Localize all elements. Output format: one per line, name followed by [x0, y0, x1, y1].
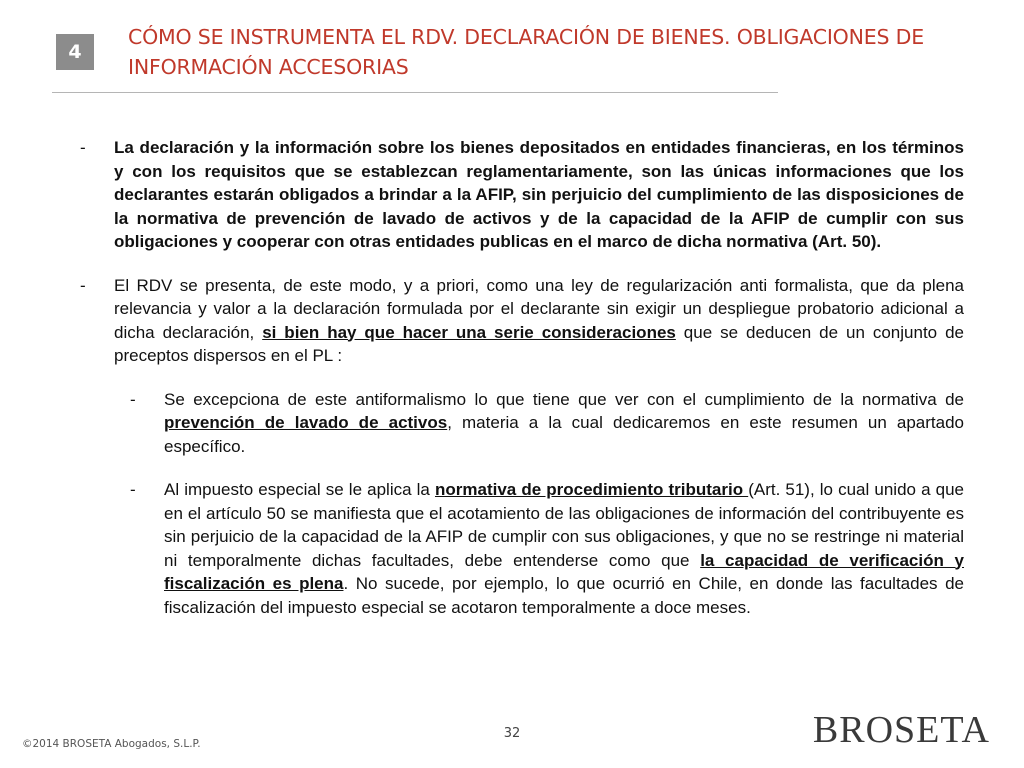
paragraph-2 — [80, 274, 964, 368]
paragraph-2-text-a: El RDV se presenta, de este modo, y a priori, como una ley de regularización anti formalista, que da plena relevancia y valor a la declaración formulada por el declarante sin exigir un despliegue probatorio adicional a dicha declaración, — [114, 275, 964, 342]
paragraph-2-underlined: si bien hay que hacer una serie consideraciones — [262, 322, 676, 342]
bullet-dash: - — [80, 138, 86, 157]
slide-title: CÓMO SE INSTRUMENTA EL RDV. DECLARACIÓN DE BIENES. OBLIGACIONES DE INFORMACIÓN ACCESORIAS — [128, 25, 924, 79]
sub-paragraph-2-underlined-2: la capacidad de verificación y fiscalización es plena — [164, 550, 964, 593]
sub-paragraph-1-underlined: prevención de lavado de activos — [164, 413, 448, 432]
sub-paragraph-2-text-a: Al impuesto especial se le aplica la — [164, 480, 435, 499]
sub-paragraph-2-text-c: . No sucede, por ejemplo, lo que ocurrió en Chile, en donde las facultades de fiscalización del impuesto especial se acotaron temporalmente a doce meses. — [164, 574, 964, 617]
paragraph-1-text: La declaración y la información sobre los bienes depositados en entidades financieras, en los términos y con los requisitos que se establezcan reglamentariamente, son las únicas informaciones que los declarantes estarán obligados a brindar a la AFIP, sin perjuicio del cumplimiento de las disposiciones de la normativa de prevención de lavado de activos y de la capacidad de la AFIP de cumplir con sus obligaciones y cooperar con otras entidades publicas en el marco de dicha normativa (Art. 50). — [114, 138, 964, 251]
paragraph-1 — [80, 136, 964, 254]
bullet-dash: - — [130, 480, 136, 499]
copyright-notice: ©2014 BROSETA Abogados, S.L.P. — [22, 738, 201, 750]
sub-paragraph-1-text-b: , materia a la cual dedicaremos en este resumen un apartado específico. — [164, 413, 964, 456]
bullet-dash: - — [130, 389, 136, 409]
sub-paragraph-1-text-a: Se excepciona de este antiformalismo lo que tiene que ver con el cumplimiento de la normativa de — [164, 389, 964, 409]
page-number: 32 — [503, 726, 521, 741]
sub-paragraph-2-text-b: (Art. 51), lo cual unido a que en el artículo 50 se manifiesta que el acotamiento de las obligaciones de información del contribuyente es sin perjuicio de la capacidad de la AFIP de cumplir con sus obligaciones, y que no se restringe ni material ni temporalmente dichas facultades, debe entenderse como que — [164, 480, 964, 570]
section-number-badge: 4 — [56, 34, 94, 70]
title-divider — [52, 92, 778, 93]
paragraph-2-text-b: que se deducen de un conjunto de preceptos dispersos en el PL : — [114, 322, 964, 365]
sub-paragraph-2-underlined-1: normativa de procedimiento tributario — [434, 480, 749, 499]
sub-paragraph-1 — [80, 388, 964, 459]
sub-paragraph-2 — [80, 478, 964, 619]
broseta-logo: BROSETA — [812, 709, 990, 751]
bullet-dash: - — [80, 275, 86, 295]
slide-body — [80, 136, 964, 639]
